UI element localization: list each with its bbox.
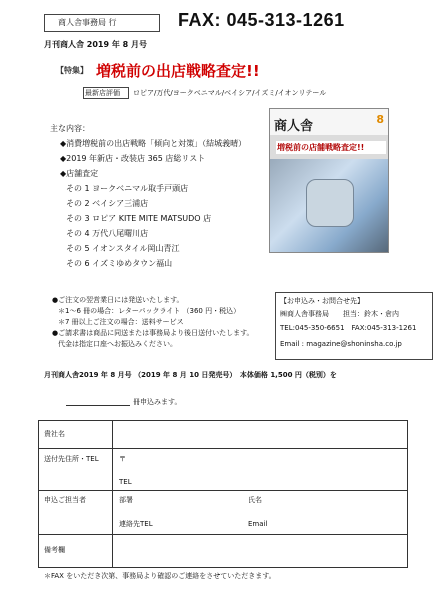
department-label: 部署 [119, 496, 133, 504]
note-line: ●ご請求書は商品に同送または事務局より後日送付いたします。 [52, 329, 254, 337]
name-label: 氏名 [248, 496, 262, 504]
footer-note: ＊FAX をいただき次第、事務局より確認のご連絡をさせていただきます。 [44, 572, 276, 580]
row-divider [38, 448, 408, 449]
contact-tel-label: 連絡先TEL [119, 520, 153, 528]
contact-title: 【お申込み・お問合せ先】 [280, 297, 364, 305]
cover-magazine-name: 商人舎 [274, 119, 314, 134]
tel-label: TEL [119, 478, 132, 486]
store-item: その 6 イズミゆめタウン福山 [66, 259, 173, 268]
postal-mark: 〒 [119, 455, 126, 463]
review-stores: ロピア/万代/ヨークベニマル/ベイシア/イズミ/イオンリテール [133, 89, 327, 97]
address-field[interactable] [130, 450, 406, 488]
email-label: Email [248, 520, 268, 528]
feature-title: 増税前の出店戦略査定!! [96, 62, 260, 80]
note-line: ●ご注文の翌営業日には発送いたします。 [52, 296, 184, 304]
order-product: 月刊商人舎2019 年 8 月号 （2019 年 8 月 10 日発売号） 本体価格 1,500 円（税別）を [44, 371, 337, 379]
cover-headline: 増税前の店舗戦略査定!! [276, 141, 386, 154]
issue-title: 月刊商人舎 2019 年 8 月号 [44, 40, 147, 49]
remarks-field[interactable] [113, 535, 407, 567]
note-line: ＊1～6 冊の場合：レターパックライト （360 円・税込） [58, 307, 241, 315]
note-line: ＊7 冊以上ご注文の場合：送料サービス [58, 318, 184, 326]
contents-item: ◆店舗査定 [60, 169, 99, 178]
review-label: 最新店評価 [85, 89, 120, 97]
note-line: 代金は指定口座へお振込みください。 [58, 340, 177, 348]
contact-org: ㈱商人舎事務局 担当：鈴木・倉内 [280, 310, 399, 318]
contents-item: ◆2019 年新店・改装店 365 店総リスト [60, 154, 206, 163]
contents-item: ◆消費増税前の出店戦略「傾向と対策」（結城義晴） [60, 139, 247, 148]
cover-issue-number: 8 [376, 113, 384, 126]
thumbs-up-icon [306, 179, 354, 227]
store-item: その 2 ベイシア三浦店 [66, 199, 149, 208]
contact-tel-fax: TEL:045-350-6651 FAX:045-313-1261 [280, 324, 417, 332]
feature-tag: 【特集】 [56, 66, 88, 75]
fax-number: FAX: 045-313-1261 [178, 10, 345, 30]
store-item: その 1 ヨークベニマル取手戸頭店 [66, 184, 189, 193]
company-label: 貴社名 [44, 430, 65, 438]
store-item: その 4 万代八尾曙川店 [66, 229, 149, 238]
quantity-blank[interactable] [66, 405, 130, 406]
contact-email: Email : magazine@shoninsha.co.jp [280, 340, 402, 348]
company-field[interactable] [113, 421, 407, 447]
address-label: 送付先住所・TEL [44, 455, 99, 463]
person-field[interactable] [113, 491, 407, 533]
person-label: 申込ご担当者 [44, 496, 86, 504]
contents-heading: 主な内容： [50, 124, 90, 133]
store-item: その 5 イオンスタイル岡山青江 [66, 244, 180, 253]
remarks-label: 備考欄 [44, 546, 65, 554]
magazine-cover-image [269, 108, 389, 253]
store-item: その 3 ロピア KITE MITE MATSUDO 店 [66, 214, 212, 223]
quantity-suffix: 冊申込みます。 [133, 398, 182, 406]
recipient-label: 商人舎事務局 行 [58, 18, 117, 27]
